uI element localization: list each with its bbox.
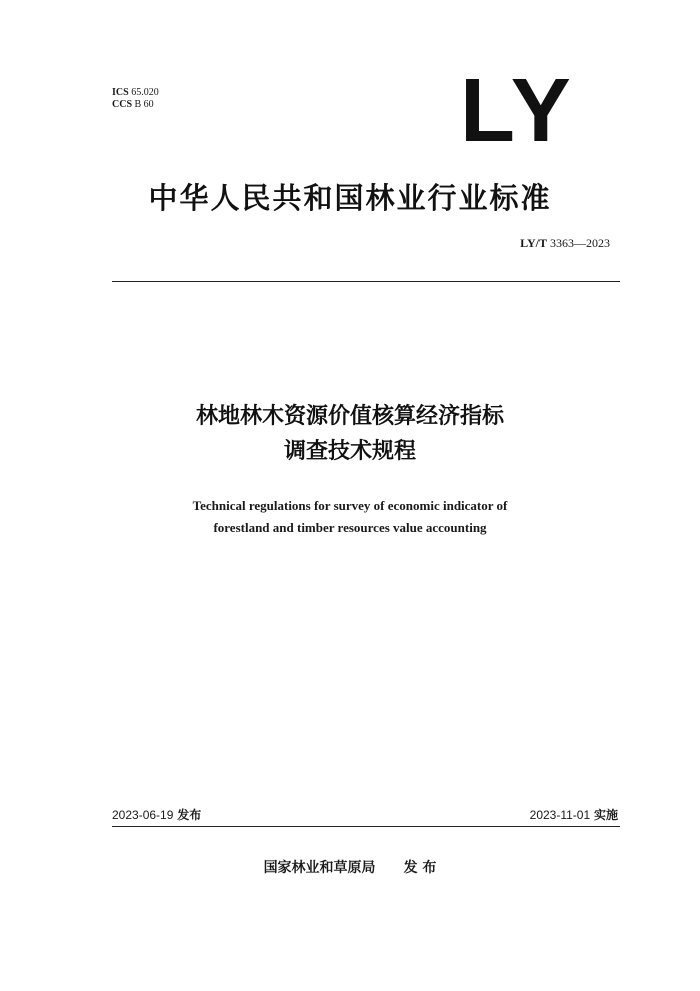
publisher [0,857,700,877]
classification-codes [112,87,159,111]
ics-label: ICS [112,87,129,98]
ccs-line [112,99,159,111]
standard-code: LY/T [520,236,547,250]
implement-date [530,806,618,823]
issue-date-value: 2023-06-19 [112,808,174,822]
bottom-divider [112,826,620,827]
title-zh-line2: 调查技术规程 [283,439,416,464]
document-title-en [0,495,700,539]
publisher-action: 发 布 [403,860,437,876]
ics-line [112,87,159,99]
title-en-line2: forestland and timber resources value accounting [213,520,487,535]
standard-title: 中华人民共和国林业行业标准 [148,181,552,215]
ics-value: 65.020 [131,87,159,98]
implement-label: 实施 [593,808,618,822]
title-zh-line1: 林地林木资源价值核算经济指标 [195,404,504,429]
publisher-name: 国家林业和草原局 [263,860,376,876]
document-title-zh [0,399,700,469]
top-divider [112,281,620,282]
ccs-label: CCS [112,99,133,110]
standard-number-value: 3363—2023 [550,236,610,250]
implement-date-value: 2023-11-01 [529,808,591,822]
ly-logo: LY [460,61,575,161]
issue-label: 发布 [177,808,202,822]
title-en-line1: Technical regulations for survey of economic indicator of [192,498,508,513]
standard-number [520,236,610,251]
issue-date [112,806,201,823]
ccs-value: B 60 [134,99,154,110]
